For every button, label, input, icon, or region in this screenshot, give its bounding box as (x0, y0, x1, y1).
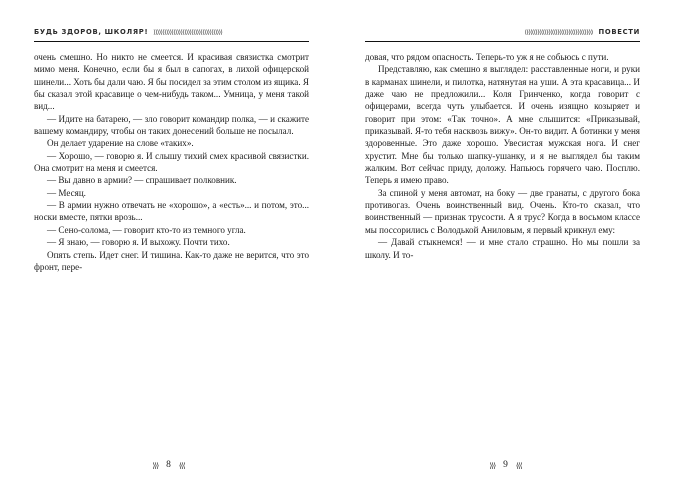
chevron-left-ornament-icon: ⟨⟨⟨⟨⟨⟨⟨⟨⟨⟨⟨⟨⟨⟨⟨⟨⟨⟨⟨⟨⟨⟨⟨⟨⟨⟨⟨⟨⟨⟨⟨⟨⟨⟨⟨⟨⟨⟨ (524, 28, 594, 36)
left-running-head (34, 26, 309, 38)
paragraph: — Я знаю, — говорю я. И выхожу. Почти тихо. (47, 237, 230, 248)
paragraph: — Сено-солома, — говорит кто-то из темного угла. (47, 224, 246, 235)
folio-arrow-left-icon: ⟨⟨⟨ (178, 460, 185, 470)
folio-arrow-right-icon: ⟩⟩⟩ (489, 460, 496, 470)
left-header-rule (34, 41, 309, 42)
chevron-right-ornament-icon: ⟩⟩⟩⟩⟩⟩⟩⟩⟩⟩⟩⟩⟩⟩⟩⟩⟩⟩⟩⟩⟩⟩⟩⟩⟩⟩⟩⟩⟩⟩⟩⟩⟩⟩⟩⟩⟩⟩ (153, 28, 223, 36)
right-page-folio (337, 460, 674, 470)
paragraph: Представляю, как смешно я выглядел: расставленные ноги, и руки в карманах шинели, и пилотка, натянутая на уши. А эта красавица... И даже чаю не предложили... Коля Гринченко, когда говорит с офицерами, всегда чуть улыбается. И очень изящно козыряет и говорит при этом: «Так точно». А мне слышится: «Приказывай, приказывай. Я-то тебя насквозь вижу». Он-то видит. А ботинки у меня здоровенные. Это даже хорошо. Увесистая мужская нога. И снег хрустит. Мне бы только шапку-ушанку, и я не выглядел бы таким жалким. Вот сейчас приду, доложу. Напьюсь горячего чаю. Посплю. Теперь я имею право. (365, 64, 640, 186)
right-page (337, 0, 674, 488)
left-running-head-text: БУДЬ ЗДОРОВ, ШКОЛЯР! (34, 28, 149, 36)
paragraph: — Идите на батарею, — зло говорит командир полка, — и скажите вашему командиру, чтобы он таких донесений больше не посылал. (34, 113, 309, 137)
right-page-body (365, 51, 640, 261)
paragraph: — Хорошо, — говорю я. И слышу тихий смех красивой связистки. Она смотрит на меня и смеется. (34, 150, 309, 174)
folio-arrow-right-icon: ⟩⟩⟩ (152, 460, 159, 470)
right-running-head-text: ПОВЕСТИ (598, 28, 640, 36)
paragraph: — Давай стыкнемся! — и мне стало страшно. Но мы пошли за школу. И то- (365, 237, 640, 260)
right-running-head (365, 26, 640, 38)
left-page-body (34, 51, 309, 273)
paragraph: — Месяц. (47, 187, 86, 198)
page-number: 8 (166, 460, 171, 470)
left-page-folio (0, 460, 337, 470)
paragraph: довая, что рядом опасность. Теперь-то уж я не собьюсь с пути. (365, 52, 609, 62)
paragraph: — Вы давно в армии? — спрашивает полковник. (47, 175, 237, 186)
folio-arrow-left-icon: ⟨⟨⟨ (515, 460, 522, 470)
paragraph: Он делает ударение на слове «таких». (47, 138, 194, 149)
paragraph: За спиной у меня автомат, на боку — две гранаты, с другого бока противогаз. Очень воинственный вид. Очень. Кто-то сказал, что воинственный — признак трусости. А я трус? Когда в восьмом классе мы поссорились с Володькой Аниловым, я первый крикнул ему: (365, 187, 640, 235)
right-header-rule (365, 41, 640, 42)
paragraph: — В армии нужно отвечать не «хорошо», а «есть»... и потом, это... носки вместе, пятки врозь... (34, 200, 309, 223)
paragraph: Опять степь. Идет снег. И тишина. Как-то даже не верится, что это фронт, пере- (34, 249, 309, 272)
page-number: 9 (503, 460, 508, 470)
paragraph: очень смешно. Но никто не смеется. И красивая связистка смотрит мимо меня. Конечно, если бы я был в сапогах, в лихой офицерской шинели... Хоть бы дали чаю. Я бы посидел за этим столом из ящика. Я бы сказал этой красавице о чем-нибудь таком... Умница, у меня такой вид... (34, 52, 309, 112)
